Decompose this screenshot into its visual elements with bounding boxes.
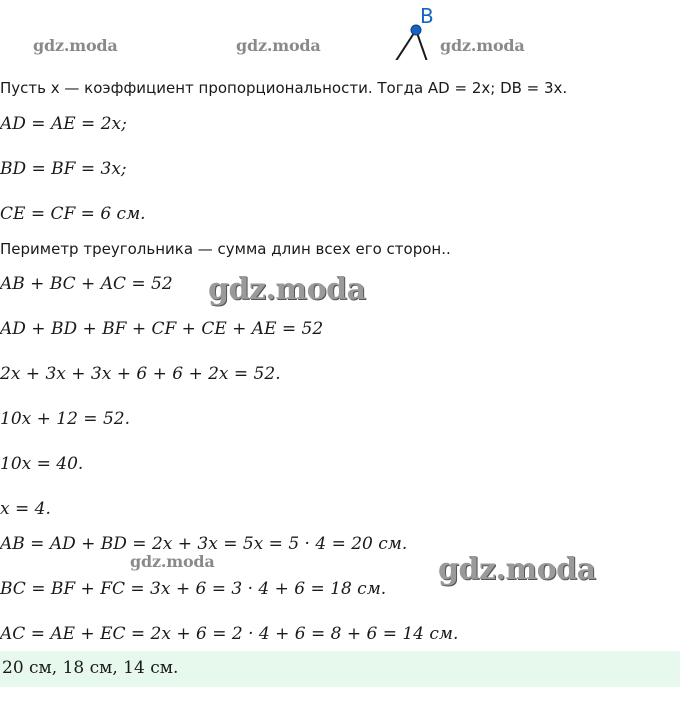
equation-line: 10x = 40.	[0, 454, 84, 474]
watermark: gdz.moda	[438, 552, 596, 587]
intro-text: Пусть x — коэффициент пропорциональности. Тогда AD = 2x; DB = 3x.	[0, 79, 568, 97]
equation-line: AC = AE + EC = 2x + 6 = 2 · 4 + 6 = 8 + 6 = 14 см.	[0, 624, 459, 644]
answer-text: 20 см, 18 см, 14 см.	[2, 658, 179, 678]
triangle-vertex-figure	[386, 0, 446, 60]
watermark: gdz.moda	[130, 552, 215, 571]
equation-line: AB = AD + BD = 2x + 3x = 5x = 5 · 4 = 20 см.	[0, 534, 408, 554]
equation-line: 2x + 3x + 3x + 6 + 6 + 2x = 52.	[0, 364, 281, 384]
watermark: gdz.moda	[208, 272, 366, 307]
perimeter-note: Периметр треугольника — сумма длин всех его сторон..	[0, 240, 451, 258]
equation-line: 10x + 12 = 52.	[0, 409, 130, 429]
watermark: gdz.moda	[236, 36, 321, 55]
equation-line: CE = CF = 6 см.	[0, 204, 146, 224]
equation-line: BC = BF + FC = 3x + 6 = 3 · 4 + 6 = 18 см.	[0, 579, 387, 599]
watermark: gdz.moda	[33, 36, 118, 55]
equation-line: AD + BD + BF + CF + CE + AE = 52	[0, 319, 324, 339]
vertex-label-b: B	[420, 4, 434, 28]
equation-line: BD = BF = 3x;	[0, 159, 127, 179]
watermark: gdz.moda	[440, 36, 525, 55]
equation-line: x = 4.	[0, 499, 51, 519]
equation-line: AB + BC + AC = 52	[0, 274, 173, 294]
equation-line: AD = AE = 2x;	[0, 114, 127, 134]
